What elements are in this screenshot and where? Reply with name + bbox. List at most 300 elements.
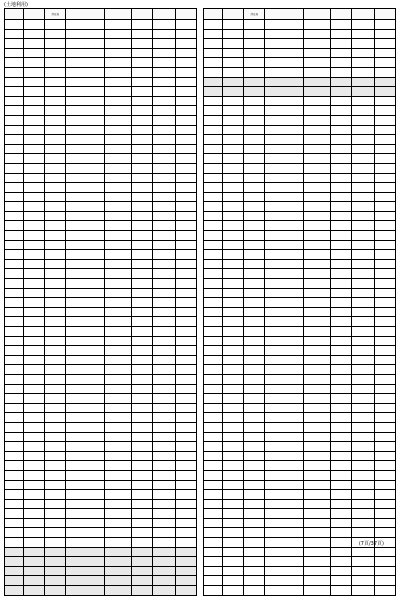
table-cell (131, 394, 152, 404)
table-row (204, 384, 396, 394)
table-cell (330, 538, 351, 548)
table-row (204, 144, 396, 154)
table-cell (244, 48, 265, 58)
table-cell (351, 154, 374, 164)
table-cell (152, 355, 175, 365)
table-cell (131, 87, 152, 97)
table-cell (265, 509, 303, 519)
table-cell (204, 327, 223, 337)
table-cell (24, 499, 45, 509)
col-header-2 (24, 9, 45, 20)
table-row (204, 566, 396, 576)
col-header-location: 所在地 (45, 9, 66, 20)
table-cell (45, 87, 66, 97)
table-cell (24, 106, 45, 116)
table-cell (223, 490, 244, 500)
table-cell (204, 528, 223, 538)
table-cell (303, 259, 330, 269)
table-cell (330, 518, 351, 528)
table-cell (330, 39, 351, 49)
table-cell (131, 442, 152, 452)
table-cell (152, 211, 175, 221)
table-cell (204, 470, 223, 480)
table-cell (204, 67, 223, 77)
table-cell (303, 58, 330, 68)
table-cell (351, 528, 374, 538)
table-row (204, 96, 396, 106)
table-cell (223, 413, 244, 423)
table-cell (5, 259, 24, 269)
table-cell (131, 183, 152, 193)
table-row (5, 528, 197, 538)
table-cell (152, 528, 175, 538)
table-cell (265, 451, 303, 461)
table-row (204, 547, 396, 557)
table-cell (223, 327, 244, 337)
table-cell (66, 67, 104, 77)
table-cell (5, 221, 24, 231)
table-cell (303, 96, 330, 106)
table-cell (131, 374, 152, 384)
table-cell (330, 470, 351, 480)
table-cell (265, 67, 303, 77)
table-cell (131, 96, 152, 106)
table-cell (5, 355, 24, 365)
table-cell (66, 29, 104, 39)
table-cell (45, 403, 66, 413)
table-cell (303, 106, 330, 116)
table-cell (152, 279, 175, 289)
table-cell (330, 317, 351, 327)
table-row (204, 39, 396, 49)
table-cell (66, 20, 104, 30)
table-cell (66, 58, 104, 68)
table-cell (223, 307, 244, 317)
table-cell (104, 163, 131, 173)
table-cell (223, 20, 244, 30)
table-cell (104, 202, 131, 212)
table-cell (24, 240, 45, 250)
col-header-location: 所在地 (244, 9, 265, 20)
table-cell (303, 125, 330, 135)
table-cell (330, 240, 351, 250)
table-cell (66, 374, 104, 384)
table-cell (330, 432, 351, 442)
table-cell (223, 211, 244, 221)
table-cell (244, 125, 265, 135)
table-cell (204, 192, 223, 202)
table-cell (204, 413, 223, 423)
table-cell (66, 211, 104, 221)
table-cell (175, 470, 196, 480)
table-cell (104, 298, 131, 308)
table-cell (351, 202, 374, 212)
table-cell (244, 518, 265, 528)
table-cell (175, 58, 196, 68)
table-cell (265, 298, 303, 308)
table-cell (5, 20, 24, 30)
table-cell (66, 499, 104, 509)
col-header-7 (152, 9, 175, 20)
table-cell (66, 231, 104, 241)
table-cell (152, 413, 175, 423)
table-row (5, 58, 197, 68)
table-cell (244, 77, 265, 87)
table-cell (330, 135, 351, 145)
table-cell (223, 39, 244, 49)
table-row (5, 144, 197, 154)
table-cell (131, 586, 152, 596)
table-cell (24, 470, 45, 480)
table-cell (374, 58, 395, 68)
table-cell (175, 67, 196, 77)
table-cell (351, 586, 374, 596)
table-cell (204, 288, 223, 298)
table-cell (104, 192, 131, 202)
table-cell (66, 87, 104, 97)
table-cell (104, 20, 131, 30)
table-cell (104, 39, 131, 49)
table-row (5, 163, 197, 173)
table-cell (152, 163, 175, 173)
table-row (5, 39, 197, 49)
table-cell (152, 374, 175, 384)
table-cell (351, 336, 374, 346)
table-cell (152, 538, 175, 548)
table-row (204, 125, 396, 135)
table-row (204, 221, 396, 231)
table-cell (303, 442, 330, 452)
table-cell (152, 135, 175, 145)
table-cell (303, 365, 330, 375)
table-cell (330, 355, 351, 365)
table-cell (223, 576, 244, 586)
table-cell (5, 528, 24, 538)
table-cell (330, 480, 351, 490)
table-cell (175, 154, 196, 164)
table-row (5, 96, 197, 106)
table-cell (223, 192, 244, 202)
table-cell (374, 240, 395, 250)
table-cell (351, 20, 374, 30)
table-cell (45, 125, 66, 135)
table-cell (175, 327, 196, 337)
table-cell (265, 48, 303, 58)
table-cell (131, 576, 152, 586)
table-cell (330, 154, 351, 164)
table-cell (66, 451, 104, 461)
table-cell (351, 470, 374, 480)
table-cell (244, 173, 265, 183)
table-row (204, 154, 396, 164)
table-cell (175, 336, 196, 346)
table-cell (175, 432, 196, 442)
table-cell (152, 96, 175, 106)
table-cell (330, 298, 351, 308)
table-cell (330, 461, 351, 471)
table-cell (175, 183, 196, 193)
table-cell (66, 250, 104, 260)
table-cell (351, 192, 374, 202)
table-row (204, 87, 396, 97)
table-cell (223, 442, 244, 452)
table-cell (223, 87, 244, 97)
table-row (204, 192, 396, 202)
table-cell (5, 279, 24, 289)
table-cell (131, 58, 152, 68)
table-cell (131, 20, 152, 30)
table-cell (5, 442, 24, 452)
table-row (5, 355, 197, 365)
table-cell (351, 317, 374, 327)
table-cell (303, 432, 330, 442)
table-cell (5, 346, 24, 356)
table-cell (374, 576, 395, 586)
table-cell (351, 422, 374, 432)
table-cell (244, 211, 265, 221)
table-cell (244, 58, 265, 68)
table-cell (303, 279, 330, 289)
table-cell (265, 202, 303, 212)
table-cell (374, 470, 395, 480)
table-cell (303, 327, 330, 337)
table-cell (24, 39, 45, 49)
table-cell (5, 29, 24, 39)
table-cell (303, 336, 330, 346)
table-cell (66, 202, 104, 212)
table-cell (131, 192, 152, 202)
table-cell (330, 451, 351, 461)
table-cell (152, 39, 175, 49)
table-cell (303, 518, 330, 528)
table-cell (204, 480, 223, 490)
table-cell (5, 576, 24, 586)
table-cell (66, 384, 104, 394)
table-cell (351, 144, 374, 154)
table-row (204, 240, 396, 250)
table-cell (204, 403, 223, 413)
table-cell (175, 250, 196, 260)
table-cell (204, 461, 223, 471)
table-cell (303, 269, 330, 279)
table-cell (351, 547, 374, 557)
table-row (204, 317, 396, 327)
table-cell (374, 317, 395, 327)
table-cell (374, 528, 395, 538)
table-cell (5, 327, 24, 337)
table-cell (330, 231, 351, 241)
table-cell (204, 144, 223, 154)
table-cell (223, 566, 244, 576)
table-row (5, 384, 197, 394)
table-cell (175, 538, 196, 548)
table-cell (24, 480, 45, 490)
table-cell (45, 67, 66, 77)
table-cell (303, 154, 330, 164)
table-cell (223, 250, 244, 260)
table-cell (265, 39, 303, 49)
table-cell (66, 279, 104, 289)
col-header-8 (374, 9, 395, 20)
table-cell (45, 374, 66, 384)
table-cell (24, 461, 45, 471)
table-cell (265, 211, 303, 221)
table-cell (265, 528, 303, 538)
table-cell (374, 29, 395, 39)
table-cell (45, 29, 66, 39)
table-cell (104, 355, 131, 365)
table-cell (374, 269, 395, 279)
table-cell (45, 327, 66, 337)
table-cell (104, 509, 131, 519)
table-cell (152, 115, 175, 125)
table-cell (175, 528, 196, 538)
table-cell (374, 279, 395, 289)
table-cell (303, 422, 330, 432)
table-row (204, 451, 396, 461)
table-cell (5, 547, 24, 557)
table-cell (104, 327, 131, 337)
table-cell (104, 346, 131, 356)
table-cell (244, 490, 265, 500)
table-cell (204, 499, 223, 509)
table-cell (45, 269, 66, 279)
table-cell (204, 183, 223, 193)
table-row (5, 461, 197, 471)
table-cell (131, 259, 152, 269)
table-cell (374, 384, 395, 394)
table-cell (24, 250, 45, 260)
table-cell (244, 451, 265, 461)
table-cell (204, 298, 223, 308)
table-cell (374, 480, 395, 490)
table-cell (204, 135, 223, 145)
table-cell (223, 240, 244, 250)
table-cell (131, 154, 152, 164)
table-cell (104, 365, 131, 375)
table-cell (45, 48, 66, 58)
table-cell (204, 96, 223, 106)
table-cell (303, 115, 330, 125)
table-row (5, 20, 197, 30)
table-cell (223, 154, 244, 164)
table-cell (175, 192, 196, 202)
table-cell (303, 403, 330, 413)
table-cell (374, 154, 395, 164)
table-row (5, 480, 197, 490)
table-cell (175, 509, 196, 519)
table-cell (374, 211, 395, 221)
table-cell (45, 39, 66, 49)
table-cell (351, 566, 374, 576)
table-cell (104, 231, 131, 241)
table-cell (66, 365, 104, 375)
table-cell (152, 403, 175, 413)
table-cell (104, 528, 131, 538)
table-cell (351, 211, 374, 221)
table-row (204, 202, 396, 212)
table-cell (131, 250, 152, 260)
table-cell (45, 538, 66, 548)
table-cell (152, 20, 175, 30)
table-cell (104, 67, 131, 77)
table-cell (351, 259, 374, 269)
table-cell (175, 518, 196, 528)
table-cell (265, 490, 303, 500)
register-table-right (203, 8, 396, 596)
table-cell (330, 211, 351, 221)
table-cell (330, 221, 351, 231)
table-cell (330, 490, 351, 500)
table-cell (104, 422, 131, 432)
table-cell (265, 125, 303, 135)
table-cell (66, 317, 104, 327)
table-cell (152, 202, 175, 212)
table-cell (5, 403, 24, 413)
table-cell (152, 499, 175, 509)
table-cell (204, 77, 223, 87)
table-cell (330, 288, 351, 298)
table-cell (374, 183, 395, 193)
table-cell (104, 480, 131, 490)
table-cell (45, 432, 66, 442)
table-cell (374, 135, 395, 145)
table-cell (303, 576, 330, 586)
table-cell (152, 576, 175, 586)
table-cell (175, 39, 196, 49)
table-cell (5, 461, 24, 471)
table-cell (45, 518, 66, 528)
table-cell (265, 461, 303, 471)
table-cell (5, 231, 24, 241)
table-cell (5, 250, 24, 260)
table-cell (5, 557, 24, 567)
table-cell (303, 586, 330, 596)
table-row (204, 355, 396, 365)
table-row (204, 403, 396, 413)
table-cell (5, 470, 24, 480)
table-cell (265, 470, 303, 480)
table-cell (66, 518, 104, 528)
table-cell (24, 298, 45, 308)
table-cell (175, 461, 196, 471)
table-cell (45, 163, 66, 173)
table-cell (66, 269, 104, 279)
table-cell (66, 394, 104, 404)
table-cell (374, 192, 395, 202)
table-cell (66, 528, 104, 538)
table-row (5, 67, 197, 77)
table-cell (244, 115, 265, 125)
table-cell (330, 394, 351, 404)
table-cell (104, 374, 131, 384)
table-cell (351, 58, 374, 68)
table-cell (24, 557, 45, 567)
table-cell (303, 384, 330, 394)
table-row (204, 135, 396, 145)
table-cell (351, 135, 374, 145)
table-cell (303, 480, 330, 490)
table-row (5, 557, 197, 567)
table-cell (244, 288, 265, 298)
table-cell (223, 135, 244, 145)
table-cell (244, 566, 265, 576)
table-cell (244, 470, 265, 480)
table-row (204, 336, 396, 346)
table-row (204, 327, 396, 337)
table-row (5, 298, 197, 308)
table-cell (24, 317, 45, 327)
